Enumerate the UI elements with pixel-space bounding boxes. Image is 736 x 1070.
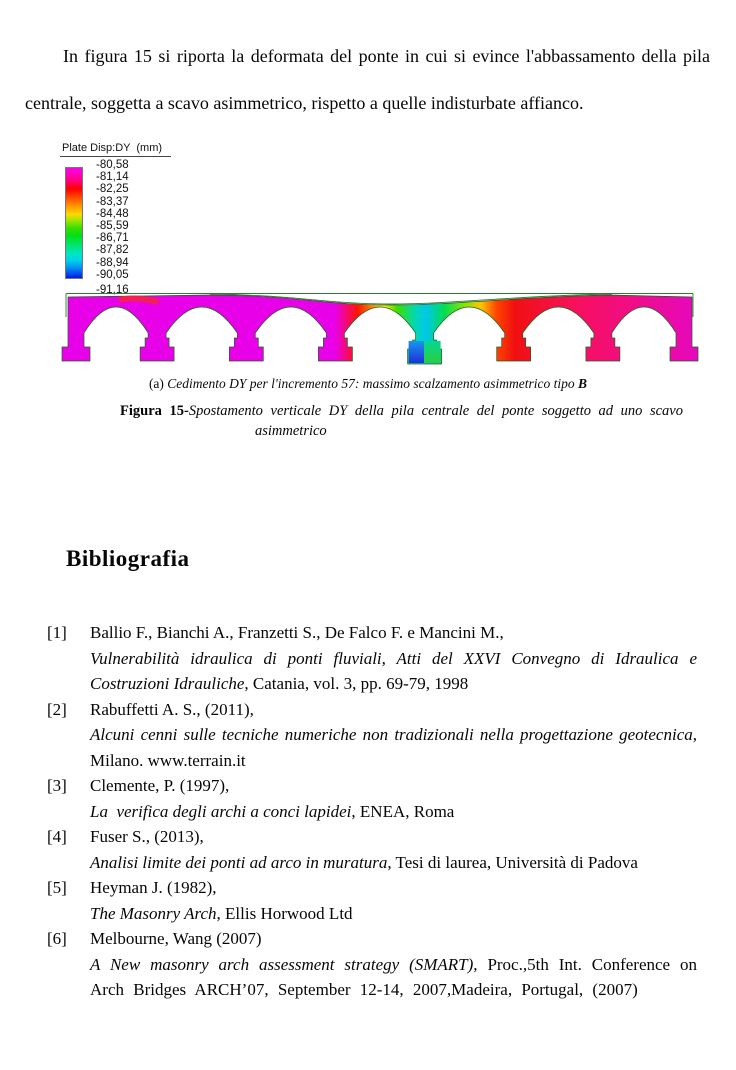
legend-value: -83,37: [96, 195, 129, 208]
bibliography-entry: [47, 773, 697, 824]
central-pier-blue: [409, 341, 424, 363]
entry-head: Melbourne, Wang (2007): [90, 929, 262, 948]
legend-title: Plate Disp:DY (mm): [60, 142, 171, 157]
entry-number: [4]: [47, 827, 67, 846]
entry-number: [3]: [47, 776, 67, 795]
entry-tail: Proc.,5th Int. Conference on Arch Bridges ARCH’07, September 12-14, 2007,Madeira, Portugal, (2007): [90, 954, 697, 999]
entry-tail: , Catania, vol. 3, pp. 69-79, 1998: [244, 674, 469, 693]
entry-body: [90, 926, 697, 1003]
subcaption-text: Cedimento DY per l'incremento 57: massimo scalzamento asimmetrico tipo: [167, 376, 579, 391]
entry-text: [90, 901, 697, 927]
legend-value: -82,25: [96, 183, 129, 196]
entry-number: [5]: [47, 878, 67, 897]
entry-body: [90, 875, 697, 926]
entry-tail: , ENEA, Roma: [351, 801, 455, 821]
entry-tail: , Ellis Horwood Ltd: [216, 903, 353, 923]
bibliography-entry: [47, 824, 697, 875]
entry-text: [90, 646, 697, 697]
entry-text: [90, 850, 697, 876]
bibliography-entry: [47, 875, 697, 926]
figure-caption-line2: asimmetrico: [255, 423, 327, 439]
legend-body: [60, 159, 171, 296]
bibliography-entry: [47, 620, 697, 697]
figure-caption: [120, 401, 683, 441]
bridge-silhouette: [62, 295, 698, 364]
entry-head: Rabuffetti A. S., (2011),: [90, 699, 254, 719]
entry-title: Analisi limite dei ponti ad arco in muratura: [90, 852, 388, 872]
figure-caption-text: Spostamento verticale DY della pila centrale del ponte soggetto ad uno scavo: [188, 403, 683, 419]
entry-title: Vulnerabilità idraulica di ponti fluviali, Atti del XXVI Convegno di Idraulica e Costruzioni Idrauliche: [90, 648, 697, 693]
subcaption-bold: B: [578, 376, 588, 391]
entry-tail: , Milano. www.terrain.it: [90, 725, 697, 770]
legend-value: -90,05: [96, 268, 129, 281]
subcaption-prefix: (a): [148, 376, 168, 391]
legend-value: -91,16: [96, 283, 129, 296]
bibliography-entry: [47, 697, 697, 774]
figure-caption-line1: [120, 401, 683, 421]
bridge-deformation-plot: [60, 291, 700, 371]
entry-head: Clemente, P. (1997),: [90, 776, 230, 795]
figure-caption-label: Figura 15-: [120, 403, 189, 419]
bibliography-heading: Bibliografia: [66, 546, 190, 571]
entry-number: [1]: [47, 623, 67, 642]
entry-body: [90, 773, 697, 824]
legend-value: -86,71: [96, 232, 129, 245]
legend-value: -84,48: [96, 207, 129, 220]
legend-value: -80,58: [96, 159, 129, 172]
entry-text: [90, 952, 697, 1003]
entry-head: Ballio F., Bianchi A., Franzetti S., De Falco F. e Mancini M.,: [90, 623, 504, 642]
entry-body: [90, 620, 697, 697]
central-pier-green: [424, 341, 441, 363]
entry-title: Alcuni cenni sulle tecniche numeriche non tradizionali nella progettazione geotecnica: [90, 725, 693, 744]
bibliography-entry: [47, 926, 697, 1003]
entry-number: [6]: [47, 929, 67, 948]
legend-value: -88,94: [96, 256, 129, 269]
legend-colorbar: [65, 167, 83, 279]
subcaption-a: [0, 376, 736, 392]
entry-head: Heyman J. (1982),: [90, 878, 217, 897]
entry-text: [90, 799, 697, 825]
legend-value: -87,82: [96, 244, 129, 257]
entry-tail: , Tesi di laurea, Università di Padova: [387, 852, 638, 872]
bibliography-list: [47, 620, 697, 1003]
legend-value: -85,59: [96, 220, 129, 233]
entry-body: [90, 697, 697, 774]
bridge-plot-svg: [60, 291, 700, 371]
entry-body: [90, 824, 697, 875]
entry-title: La verifica degli archi a conci lapidei: [90, 801, 352, 821]
entry-number: [2]: [47, 699, 67, 719]
entry-title: The Masonry Arch: [90, 903, 217, 923]
contour-legend: [60, 138, 171, 296]
legend-values: [96, 159, 129, 296]
intro-paragraph: In figura 15 si riporta la deformata del ponte in cui si evince l'abbassamento della pila centrale, soggetta a scavo asimmetrico, rispetto a quelle indisturbate affianco.: [25, 46, 710, 113]
entry-text: [90, 722, 697, 773]
entry-title: A New masonry arch assessment strategy (SMART),: [90, 954, 478, 974]
entry-head: Fuser S., (2013),: [90, 827, 204, 846]
legend-value: -81,14: [96, 171, 129, 184]
